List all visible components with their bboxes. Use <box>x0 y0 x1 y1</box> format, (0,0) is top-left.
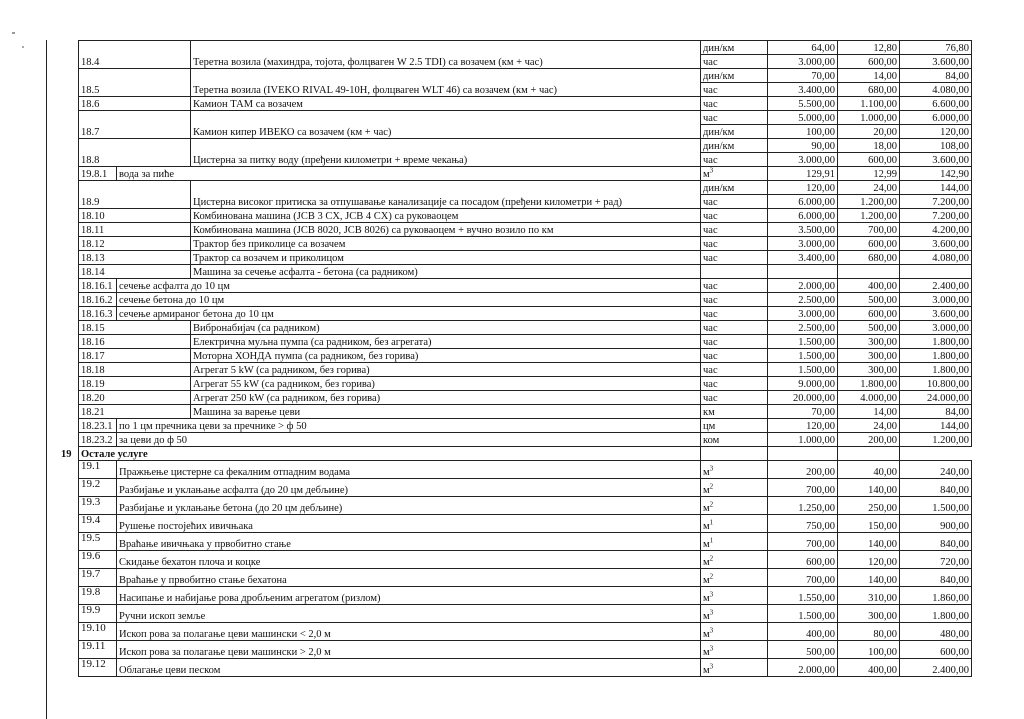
item-description: Вибронабијач (са радником) <box>191 321 701 335</box>
tax-value: 250,00 <box>838 497 900 515</box>
total-value: 144,00 <box>900 419 972 433</box>
table-row <box>79 363 972 377</box>
total-value: 3.000,00 <box>900 293 972 307</box>
total-value: 1.800,00 <box>900 349 972 363</box>
item-code: 19.8 <box>79 587 117 605</box>
price-value: 64,00 <box>768 41 838 55</box>
unit-cell: $м^2$ <box>701 497 768 515</box>
unit-cell: час <box>701 195 768 209</box>
total-value: 142,90 <box>900 167 972 181</box>
unit-cell: час <box>701 391 768 405</box>
price-value: 700,00 <box>768 479 838 497</box>
price-value: 1.500,00 <box>768 363 838 377</box>
item-description: Скидање бехатон плоча и коцке <box>117 551 701 569</box>
table-row <box>79 497 972 515</box>
section-number-text: 19 <box>61 449 72 460</box>
price-value: 5.000,00 <box>768 111 838 125</box>
price-value: 20.000,00 <box>768 391 838 405</box>
unit-cell: $м^3$ <box>701 605 768 623</box>
unit-cell: час <box>701 55 768 69</box>
tax-value: 600,00 <box>838 237 900 251</box>
subitem-code: 18.16.1 <box>79 279 117 293</box>
item-code: 19.10 <box>79 623 117 641</box>
item-description: Агрегат 250 kW (са радником, без горива) <box>191 391 701 405</box>
tax-value: 300,00 <box>838 335 900 349</box>
item-description: Враћање ивичњака у првобитно стање <box>117 533 701 551</box>
table-row <box>79 167 972 181</box>
price-value: 600,00 <box>768 551 838 569</box>
total-value: 7.200,00 <box>900 209 972 223</box>
table-row <box>79 335 972 349</box>
total-value: 720,00 <box>900 551 972 569</box>
left-margin-rule <box>46 40 47 719</box>
unit-cell: $м^3$ <box>701 641 768 659</box>
item-code: 18.15 <box>79 321 191 335</box>
subitem-description: сечење бетона до 10 цм <box>117 293 701 307</box>
unit-cell: $м^2$ <box>701 569 768 587</box>
price-value: 200,00 <box>768 461 838 479</box>
price-value: 1.500,00 <box>768 335 838 349</box>
item-code: 18.21 <box>79 405 191 419</box>
tax-value: 1.000,00 <box>838 111 900 125</box>
price-value <box>701 447 768 461</box>
item-description: Ручни ископ земље <box>117 605 701 623</box>
unit-exponent: 3 <box>709 662 714 671</box>
table-row <box>79 515 972 533</box>
subitem-code: 18.23.2 <box>79 433 117 447</box>
total-value: 840,00 <box>900 533 972 551</box>
unit-cell: дин/км <box>701 41 768 55</box>
item-code: 18.19 <box>79 377 191 391</box>
total-value: 600,00 <box>900 641 972 659</box>
tax-value <box>768 447 838 461</box>
unit-cell: $м^2$ <box>701 479 768 497</box>
unit-cell: час <box>701 279 768 293</box>
tax-value: 1.200,00 <box>838 195 900 209</box>
table-row <box>79 69 972 83</box>
item-description: Електрична муљна пумпа (са радником, без агрегата) <box>191 335 701 349</box>
total-value: 4.080,00 <box>900 83 972 97</box>
unit-cell: $м^3$ <box>701 461 768 479</box>
unit-cell: дин/км <box>701 181 768 195</box>
tax-value: 1.200,00 <box>838 209 900 223</box>
tax-value: 1.100,00 <box>838 97 900 111</box>
table-row <box>79 479 972 497</box>
tax-value: 300,00 <box>838 349 900 363</box>
tax-value: 140,00 <box>838 569 900 587</box>
table-row <box>79 181 972 195</box>
unit-exponent: 3 <box>709 166 714 175</box>
tax-value: 680,00 <box>838 83 900 97</box>
item-description: Разбијање и уклањање бетона (до 20 цм дебљине) <box>117 497 701 515</box>
subitem-code: 18.23.1 <box>79 419 117 433</box>
unit-cell: час <box>701 83 768 97</box>
item-code: 18.4 <box>79 41 191 69</box>
price-value: 1.500,00 <box>768 349 838 363</box>
table-row <box>79 377 972 391</box>
tax-value: 140,00 <box>838 479 900 497</box>
table-row <box>79 659 972 677</box>
subitem-code: 19.8.1 <box>79 167 117 181</box>
unit-cell: $м^3$ <box>701 587 768 605</box>
total-value: 3.600,00 <box>900 237 972 251</box>
tax-value: 120,00 <box>838 551 900 569</box>
unit-exponent: 3 <box>709 644 714 653</box>
item-description: Цистерна високог притиска за отпушавање канализације са посадом (пређени километри + рад) <box>191 181 701 209</box>
table-row <box>79 461 972 479</box>
unit-cell: час <box>701 209 768 223</box>
total-value: 84,00 <box>900 69 972 83</box>
item-description: Ископ рова за полагање цеви машински < 2,0 м <box>117 623 701 641</box>
table-row <box>79 265 972 279</box>
subitem-description: сечење армираног бетона до 10 цм <box>117 307 701 321</box>
total-value: 84,00 <box>900 405 972 419</box>
total-value: 120,00 <box>900 125 972 139</box>
total-value: 840,00 <box>900 479 972 497</box>
item-description: Машина за сечење асфалта - бетона (са радником) <box>191 265 701 279</box>
item-code: 18.5 <box>79 69 191 97</box>
item-code: 19.11 <box>79 641 117 659</box>
item-code: 19.3 <box>79 497 117 515</box>
tax-value: 700,00 <box>838 223 900 237</box>
price-value: 3.000,00 <box>768 237 838 251</box>
scan-speck <box>22 46 24 48</box>
price-value: 3.500,00 <box>768 223 838 237</box>
item-description: Агрегат 5 kW (са радником, без горива) <box>191 363 701 377</box>
tax-value: 24,00 <box>838 181 900 195</box>
tax-value <box>838 265 900 279</box>
table-row <box>79 139 972 153</box>
item-description: Разбијање и уклањање асфалта (до 20 цм дебљине) <box>117 479 701 497</box>
subitem-code: 18.16.2 <box>79 293 117 307</box>
tax-value: 200,00 <box>838 433 900 447</box>
item-code: 18.13 <box>79 251 191 265</box>
table-row <box>79 447 972 461</box>
price-value: 9.000,00 <box>768 377 838 391</box>
tax-value: 4.000,00 <box>838 391 900 405</box>
total-value: 3.600,00 <box>900 307 972 321</box>
price-value: 3.400,00 <box>768 83 838 97</box>
price-table <box>61 40 972 677</box>
tax-value: 300,00 <box>838 605 900 623</box>
table-row <box>79 251 972 265</box>
tax-value: 150,00 <box>838 515 900 533</box>
price-value: 2.500,00 <box>768 293 838 307</box>
price-value: 1.500,00 <box>768 605 838 623</box>
item-description: Моторна ХОНДА пумпа (са радником, без горива) <box>191 349 701 363</box>
tax-value: 310,00 <box>838 587 900 605</box>
unit-cell: час <box>701 321 768 335</box>
table-row <box>79 349 972 363</box>
price-value: 1.250,00 <box>768 497 838 515</box>
item-description: Пражњење цистерне са фекалним отпадним водама <box>117 461 701 479</box>
price-value: 5.500,00 <box>768 97 838 111</box>
item-description: Трактор са возачем и приколицом <box>191 251 701 265</box>
unit-cell: дин/км <box>701 125 768 139</box>
item-description: Цистерна за питку воду (пређени километри + време чекања) <box>191 139 701 167</box>
item-description: Трактор без приколице са возачем <box>191 237 701 251</box>
price-value: 3.000,00 <box>768 153 838 167</box>
total-value <box>838 447 900 461</box>
unit-cell: час <box>701 153 768 167</box>
item-code: 18.10 <box>79 209 191 223</box>
table-row <box>79 533 972 551</box>
unit-exponent: 1 <box>709 536 714 545</box>
unit-cell: ком <box>701 433 768 447</box>
price-value: 2.500,00 <box>768 321 838 335</box>
unit-exponent: 2 <box>709 572 714 581</box>
table-row <box>79 41 972 55</box>
unit-cell: час <box>701 97 768 111</box>
item-description: Теретна возила (махиндра, тојота, фолцваген W 2.5 TDI) са возачем (км + час) <box>191 41 701 69</box>
price-value: 6.000,00 <box>768 209 838 223</box>
price-value: 90,00 <box>768 139 838 153</box>
item-code: 19.9 <box>79 605 117 623</box>
unit-exponent: 3 <box>709 464 714 473</box>
tax-value: 300,00 <box>838 363 900 377</box>
tax-value: 680,00 <box>838 251 900 265</box>
total-value: 840,00 <box>900 569 972 587</box>
table-row <box>79 605 972 623</box>
unit-cell: дин/км <box>701 69 768 83</box>
unit-exponent: 3 <box>709 590 714 599</box>
item-code: 18.12 <box>79 237 191 251</box>
table-row <box>79 223 972 237</box>
item-description: Ископ рова за полагање цеви машински > 2,0 м <box>117 641 701 659</box>
unit-cell: $м^2$ <box>701 551 768 569</box>
unit-cell: цм <box>701 419 768 433</box>
table-row <box>79 405 972 419</box>
total-value: 4.080,00 <box>900 251 972 265</box>
item-code: 18.17 <box>79 349 191 363</box>
price-value: 1.550,00 <box>768 587 838 605</box>
price-value: 6.000,00 <box>768 195 838 209</box>
tax-value: 400,00 <box>838 279 900 293</box>
unit-cell: час <box>701 293 768 307</box>
table-row <box>79 321 972 335</box>
total-value: 24.000,00 <box>900 391 972 405</box>
tax-value: 400,00 <box>838 659 900 677</box>
total-value: 1.800,00 <box>900 605 972 623</box>
total-value: 10.800,00 <box>900 377 972 391</box>
item-description: Камион ТАМ са возачем <box>191 97 701 111</box>
price-value: 750,00 <box>768 515 838 533</box>
unit-cell: $м^3$ <box>701 167 768 181</box>
item-code: 19.7 <box>79 569 117 587</box>
total-value: 1.500,00 <box>900 497 972 515</box>
price-value: 3.400,00 <box>768 251 838 265</box>
total-value: 1.860,00 <box>900 587 972 605</box>
total-value: 240,00 <box>900 461 972 479</box>
unit-cell: час <box>701 335 768 349</box>
tax-value: 24,00 <box>838 419 900 433</box>
price-value: 70,00 <box>768 69 838 83</box>
item-description: Агрегат 55 kW (са радником, без горива) <box>191 377 701 391</box>
table-row <box>79 623 972 641</box>
table-row <box>79 391 972 405</box>
table-row <box>79 279 972 293</box>
tax-value: 12,99 <box>838 167 900 181</box>
item-description: Насипање и набијање рова дробљеним агрегатом (ризлом) <box>117 587 701 605</box>
item-code: 19.1 <box>79 461 117 479</box>
total-value: 3.600,00 <box>900 55 972 69</box>
item-code: 19.6 <box>79 551 117 569</box>
scan-speck <box>12 32 15 34</box>
table-row <box>79 209 972 223</box>
item-code: 18.20 <box>79 391 191 405</box>
item-description: Комбинована машина (JCB 8020, JCB 8026) са руковаоцем + вучно возило по км <box>191 223 701 237</box>
price-value: 2.000,00 <box>768 659 838 677</box>
price-value: 120,00 <box>768 181 838 195</box>
item-code: 19.4 <box>79 515 117 533</box>
item-code: 18.8 <box>79 139 191 167</box>
item-description: Комбинована машина (JCB 3 CX, JCB 4 CX) са руковаоцем <box>191 209 701 223</box>
subitem-description: вода за пиће <box>117 167 701 181</box>
item-description: Теретна возила (IVEKO RIVAL 49-10H, фолцваген WLT 46) са возачем (км + час) <box>191 69 701 97</box>
total-value: 1.200,00 <box>900 433 972 447</box>
tax-value: 600,00 <box>838 55 900 69</box>
item-description: Камион кипер ИВЕКО са возачем (км + час) <box>191 111 701 139</box>
unit-exponent: 2 <box>709 554 714 563</box>
unit-cell: час <box>701 237 768 251</box>
table-row <box>79 569 972 587</box>
total-value: 3.000,00 <box>900 321 972 335</box>
tax-value: 500,00 <box>838 321 900 335</box>
tax-value: 80,00 <box>838 623 900 641</box>
unit-cell: час <box>701 251 768 265</box>
total-value: 144,00 <box>900 181 972 195</box>
item-code: 18.6 <box>79 97 191 111</box>
unit-exponent: 3 <box>709 608 714 617</box>
unit-exponent: 3 <box>709 626 714 635</box>
unit-cell: час <box>701 307 768 321</box>
total-value: 1.800,00 <box>900 335 972 349</box>
price-value: 70,00 <box>768 405 838 419</box>
price-value: 1.000,00 <box>768 433 838 447</box>
tax-value: 600,00 <box>838 307 900 321</box>
price-value: 400,00 <box>768 623 838 641</box>
unit-cell: дин/км <box>701 139 768 153</box>
total-value: 6.600,00 <box>900 97 972 111</box>
price-value: 700,00 <box>768 533 838 551</box>
unit-cell: час <box>701 363 768 377</box>
item-code: 18.16 <box>79 335 191 349</box>
total-value: 2.400,00 <box>900 659 972 677</box>
total-value: 7.200,00 <box>900 195 972 209</box>
unit-cell: $м^3$ <box>701 659 768 677</box>
unit-exponent: 2 <box>709 482 714 491</box>
price-value <box>768 265 838 279</box>
total-value: 1.800,00 <box>900 363 972 377</box>
tax-value: 100,00 <box>838 641 900 659</box>
price-value: 2.000,00 <box>768 279 838 293</box>
price-value: 700,00 <box>768 569 838 587</box>
unit-cell <box>701 265 768 279</box>
total-value: 900,00 <box>900 515 972 533</box>
item-description: Враћање у првобитно стање бехатона <box>117 569 701 587</box>
total-value: 6.000,00 <box>900 111 972 125</box>
table-row <box>79 433 972 447</box>
tax-value: 12,80 <box>838 41 900 55</box>
item-code: 19.2 <box>79 479 117 497</box>
total-value: 3.600,00 <box>900 153 972 167</box>
item-description: Машина за варење цеви <box>191 405 701 419</box>
item-code: 18.9 <box>79 181 191 209</box>
unit-cell: $м^3$ <box>701 623 768 641</box>
unit-cell: час <box>701 377 768 391</box>
table-row <box>79 307 972 321</box>
item-code: 18.7 <box>79 111 191 139</box>
tax-value: 18,00 <box>838 139 900 153</box>
total-value: 2.400,00 <box>900 279 972 293</box>
table-row <box>79 237 972 251</box>
tax-value: 140,00 <box>838 533 900 551</box>
item-code: 19.5 <box>79 533 117 551</box>
tax-value: 40,00 <box>838 461 900 479</box>
unit-cell: час <box>701 349 768 363</box>
item-code: 18.11 <box>79 223 191 237</box>
unit-cell: км <box>701 405 768 419</box>
table-row <box>79 551 972 569</box>
item-description: Облагање цеви песком <box>117 659 701 677</box>
price-value: 3.000,00 <box>768 307 838 321</box>
table-row <box>79 587 972 605</box>
price-value: 120,00 <box>768 419 838 433</box>
price-value: 500,00 <box>768 641 838 659</box>
unit-cell: час <box>701 111 768 125</box>
total-value: 480,00 <box>900 623 972 641</box>
subitem-description: по 1 цм пречника цеви за пречнике > ф 50 <box>117 419 701 433</box>
section-title: 19 Остале услуге <box>79 447 701 461</box>
subitem-description: сечење асфалта до 10 цм <box>117 279 701 293</box>
unit-cell: $м^1$ <box>701 533 768 551</box>
tax-value: 20,00 <box>838 125 900 139</box>
total-value: 4.200,00 <box>900 223 972 237</box>
tax-value: 1.800,00 <box>838 377 900 391</box>
total-value: 76,80 <box>900 41 972 55</box>
item-description: Рушење постојећих ивичњака <box>117 515 701 533</box>
tax-value: 500,00 <box>838 293 900 307</box>
table-row <box>79 293 972 307</box>
subitem-code: 18.16.3 <box>79 307 117 321</box>
table-row <box>79 419 972 433</box>
total-value: 108,00 <box>900 139 972 153</box>
price-value: 100,00 <box>768 125 838 139</box>
item-code: 18.14 <box>79 265 191 279</box>
table-row <box>79 111 972 125</box>
price-value: 129,91 <box>768 167 838 181</box>
table-row <box>79 97 972 111</box>
unit-exponent: 1 <box>709 518 714 527</box>
price-value: 3.000,00 <box>768 55 838 69</box>
unit-cell: $м^1$ <box>701 515 768 533</box>
item-code: 18.18 <box>79 363 191 377</box>
tax-value: 600,00 <box>838 153 900 167</box>
item-code: 19.12 <box>79 659 117 677</box>
unit-exponent: 2 <box>709 500 714 509</box>
unit-cell: час <box>701 223 768 237</box>
table-row <box>79 641 972 659</box>
tax-value: 14,00 <box>838 69 900 83</box>
subitem-description: за цеви до ф 50 <box>117 433 701 447</box>
tax-value: 14,00 <box>838 405 900 419</box>
total-value <box>900 265 972 279</box>
